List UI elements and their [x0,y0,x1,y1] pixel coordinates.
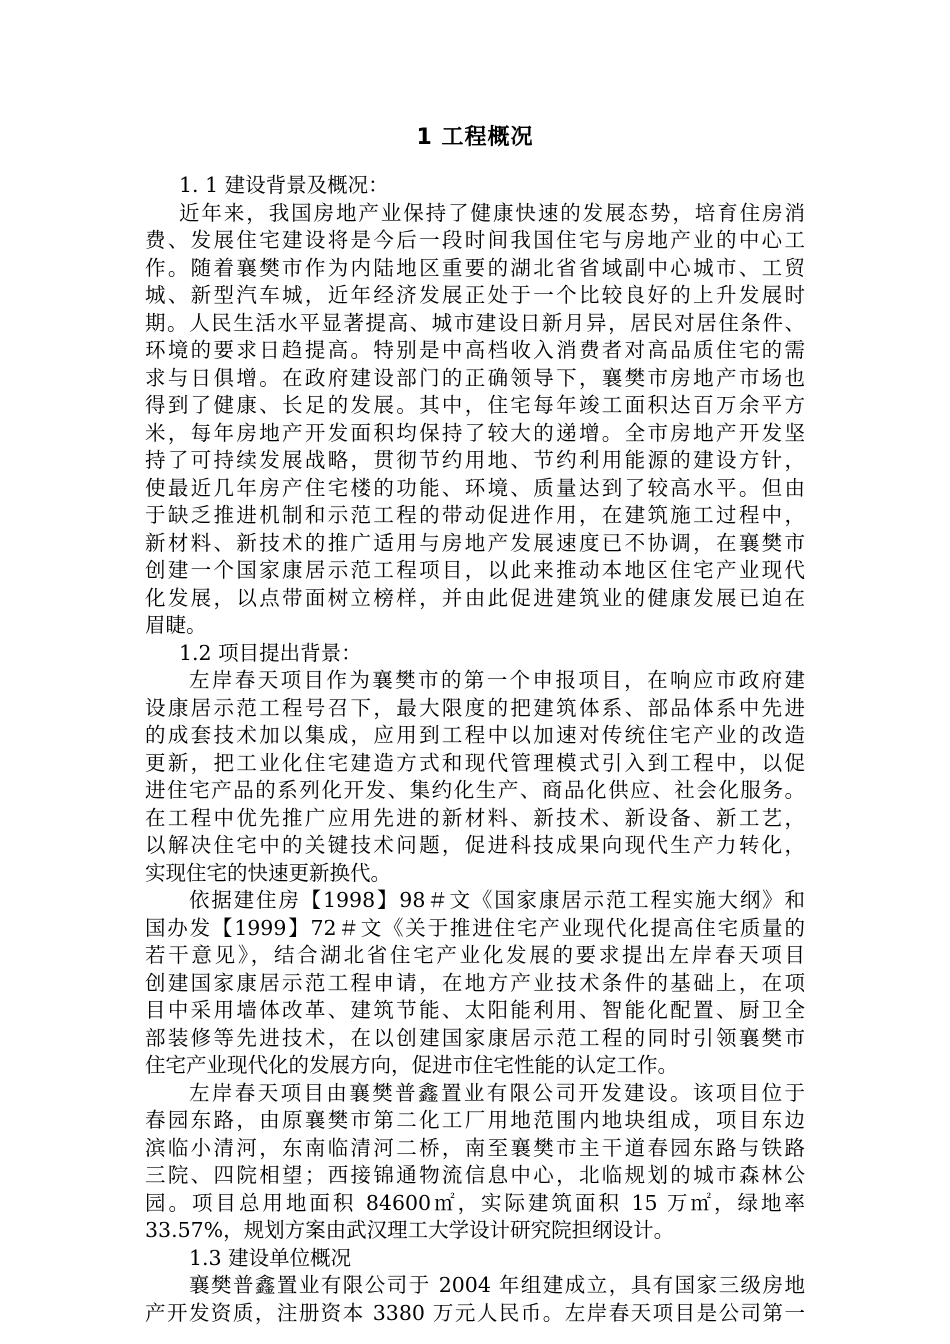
text-line: 园。项目总用地面积 84600㎡，实际建筑面积 15 万㎡，绿地率 [145,1190,805,1215]
text-line: 三院、四院相望；西接锦通物流信息中心，北临规划的城市森林公 [145,1163,805,1187]
text-line: 依据建住房【1998】98＃文《国家康居示范工程实施大纲》和 [189,888,805,912]
text-line: 左岸春天项目由襄樊普鑫置业有限公司开发建设。该项目位于 [189,1080,805,1105]
text-line: 城、新型汽车城，近年经济发展正处于一个比较良好的上升发展时 [145,283,805,307]
text-line: 襄樊普鑫置业有限公司于 2004 年组建成立，具有国家三级房地 [189,1273,805,1297]
text-line: 住宅产业现代化的发展方向，促进市住宅性能的认定工作。 [145,1053,678,1077]
text-line: 在工程中优先推广应用先进的新材料、新技术、新设备、新工艺， [145,805,805,830]
text-line: 期。人民生活水平显著提高、城市建设日新月异，居民对居住条件、 [145,310,805,335]
text-line: 进住宅产品的系列化开发、集约化生产、商品化供应、社会化服务。 [145,778,805,802]
text-line: 若干意见》，结合湖北省住宅产业化发展的要求提出左岸春天项目 [145,943,805,967]
text-line: 创建国家康居示范工程申请，在地方产业技术条件的基础上，在项 [145,970,805,995]
document-body [145,172,805,1327]
text-line: 部装修等先进技术，在以创建国家康居示范工程的同时引领襄樊市 [145,1025,805,1050]
text-line: 使最近几年房产住宅楼的功能、环境、质量达到了较高水平。但由 [145,475,805,500]
text-line: 更新，把工业化住宅建造方式和现代管理模式引入到工程中，以促 [145,750,805,775]
text-line: 近年来，我国房地产业保持了健康快速的发展态势，培育住房消 [179,200,805,225]
text-line: 环境的要求日趋提高。特别是中高档收入消费者对高品质住宅的需 [145,338,805,362]
text-line: 左岸春天项目作为襄樊市的第一个申报项目，在响应市政府建 [189,668,805,692]
text-line: 1.3 建设单位概况 [189,1245,352,1270]
text-line: 滨临小清河，东南临清河二桥，南至襄樊市主干道春园东路与铁路 [145,1135,805,1160]
text-line: 设康居示范工程号召下，最大限度的把建筑体系、部品体系中先进 [145,695,805,720]
text-line: 得到了健康、长足的发展。其中，住宅每年竣工面积达百万余平方 [145,393,805,417]
text-line: 于缺乏推进机制和示范工程的带动促进作用，在建筑施工过程中， [145,503,805,527]
text-line: 1. 1 建设背景及概况： [179,173,389,197]
text-line: 的成套技术加以集成，应用到工程中以加速对传统住宅产业的改造 [145,723,805,747]
text-line: 实现住宅的快速更新换代。 [145,860,391,885]
text-line: 产开发资质，注册资本 3380 万元人民币。左岸春天项目是公司第一 [145,1300,805,1325]
text-line: 眉睫。 [145,613,207,637]
text-line: 米，每年房地产开发面积均保持了较大的递增。全市房地产开发坚 [145,420,805,445]
text-line: 持了可持续发展战略，贯彻节约用地、节约利用能源的建设方针， [145,448,805,472]
text-line: 目中采用墙体改革、建筑节能、太阳能利用、智能化配置、厨卫全 [145,998,805,1022]
text-line: 国办发【1999】72＃文《关于推进住宅产业现代化提高住宅质量的 [145,915,805,940]
text-line: 33.57%，规划方案由武汉理工大学设计研究院担纲设计。 [145,1218,675,1242]
page-title: 1 工程概况 [416,125,534,150]
text-line: 费、发展住宅建设将是今后一段时间我国住宅与房地产业的中心工 [145,228,805,252]
text-line: 求与日俱增。在政府建设部门的正确领导下，襄樊市房地产市场也 [145,365,805,390]
text-line: 新材料、新技术的推广适用与房地产发展速度已不协调，在襄樊市 [145,530,805,555]
text-line: 化发展，以点带面树立榜样，并由此促进建筑业的健康发展已迫在 [145,585,805,610]
text-line: 创建一个国家康居示范工程项目，以此来推动本地区住宅产业现代 [145,558,805,582]
text-line: 以解决住宅中的关键技术问题，促进科技成果向现代生产力转化， [145,833,805,857]
text-line: 1.2 项目提出背景： [179,640,362,665]
text-line: 作。随着襄樊市作为内陆地区重要的湖北省省域副中心城市、工贸 [145,255,805,280]
text-line: 春园东路，由原襄樊市第二化工厂用地范围内地块组成，项目东边 [145,1108,805,1132]
